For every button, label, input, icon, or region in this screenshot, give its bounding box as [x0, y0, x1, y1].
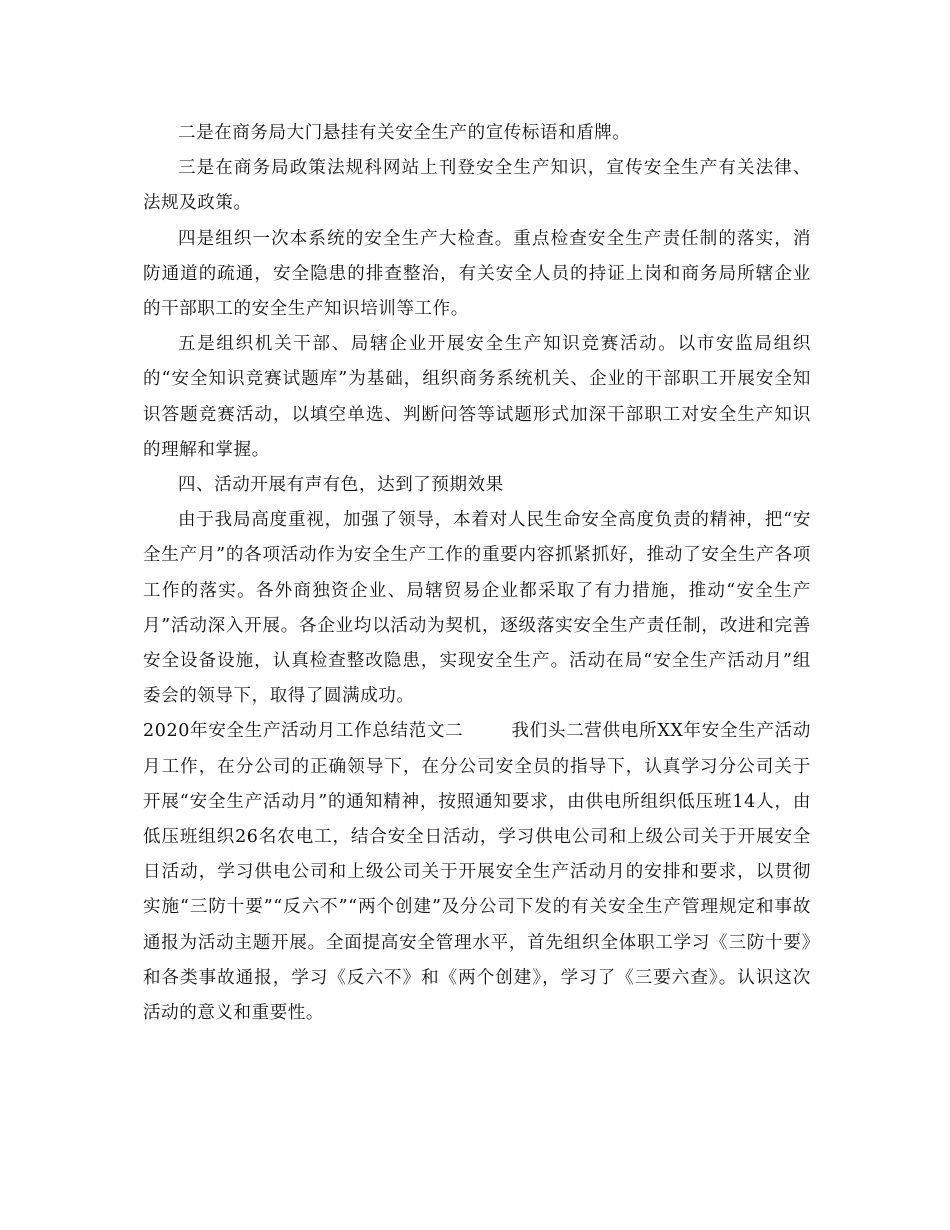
- section-heading-results: 四、活动开展有声有色，达到了预期效果: [178, 475, 504, 496]
- document-body: [143, 116, 811, 1031]
- paragraph-safety-inspection: 四是组织一次本系统的安全生产大检查。重点检查安全生产责任制的落实，消防通道的疏通，安全隐患的排查整治，有关安全人员的持证上岗和商务局所辖企业的干部职工的安全生产知识培训等工作。: [143, 228, 811, 320]
- paragraph-website-knowledge: 三是在商务局政策法规科网站上刊登安全生产知识，宣传安全生产有关法律、法规及政策。: [143, 158, 811, 214]
- article-two: [143, 714, 811, 1031]
- article-two-body: 我们头二营供电所XX年安全生产活动月工作，在分公司的正确领导下，在分公司安全员的指导下，认真学习分公司关于开展“安全生产活动月”的通知精神，按照通知要求，由供电所组织低压班14人，由低压班组织26名农电工，结合安全日活动，学习供电公司和上级公司关于开展安全日活动，学习供电公司和上级公司关于开展安全生产活动月的安排和要求，以贯彻实施“三防十要”“反六不”“两个创建”及分公司下发的有关安全生产管理规定和事故通报为活动主题开展。全面提高安全管理水平，首先组织全体职工学习《三防十要》和各类事故通报，学习《反六不》和《两个创建》，学习了《三要六查》。认识这次活动的意义和重要性。: [143, 721, 811, 1024]
- paragraph-promotion-slogans: 二是在商务局大门悬挂有关安全生产的宣传标语和盾牌。: [178, 123, 631, 143]
- paragraph-results-summary: 由于我局高度重视，加强了领导，本着对人民生命安全高度负责的精神，把“安全生产月”的各项活动作为安全生产工作的重要内容抓紧抓好，推动了安全生产各项工作的落实。各外商独资企业、局辖贸易企业都采取了有力措施，推动“安全生产月”活动深入开展。各企业均以活动为契机，逐级落实安全生产责任制，改进和完善安全设备设施，认真检查整改隐患，实现安全生产。活动在局“安全生产活动月”组委会的领导下，取得了圆满成功。: [143, 510, 811, 707]
- article-two-title: 2020年安全生产活动月工作总结范文二: [143, 721, 464, 742]
- paragraph-knowledge-contest: 五是组织机关干部、局辖企业开展安全生产知识竞赛活动。以市安监局组织的“安全知识竞赛试题库”为基础，组织商务系统机关、企业的干部职工开展安全知识答题竞赛活动，以填空单选、判断问答等试题形式加深干部职工对安全生产知识的理解和掌握。: [143, 334, 811, 460]
